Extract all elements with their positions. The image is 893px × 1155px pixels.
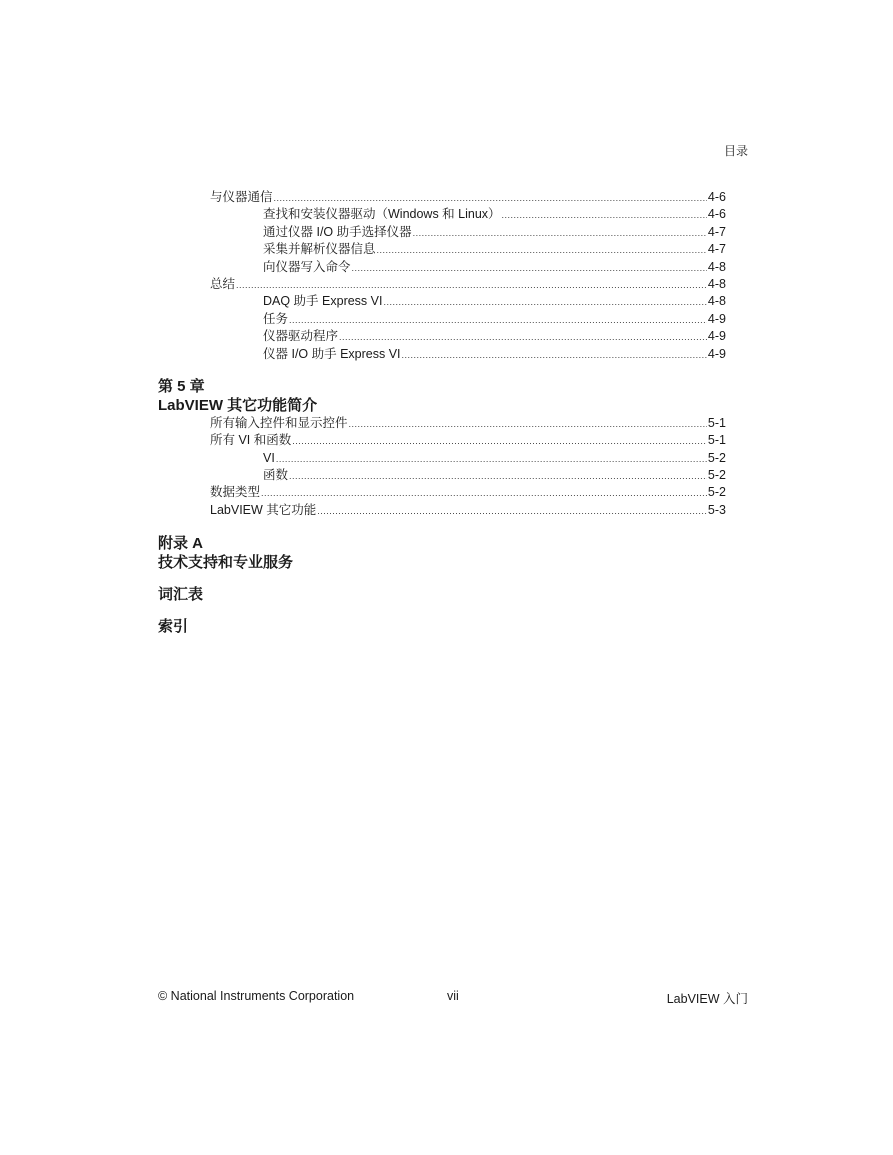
toc-entry-label: 仪器 I/O 助手 Express VI bbox=[263, 346, 401, 361]
toc-entry-label: 任务 bbox=[263, 311, 289, 326]
toc-entry[interactable] bbox=[158, 415, 726, 432]
toc-entry-page: 4-6 bbox=[707, 190, 726, 204]
toc-index-section bbox=[158, 617, 726, 636]
toc-entry-label: 采集并解析仪器信息 bbox=[263, 242, 376, 257]
toc-entry[interactable] bbox=[158, 450, 726, 467]
toc-entry-page: 4-7 bbox=[707, 242, 726, 257]
dot-leader bbox=[339, 329, 707, 346]
toc-entry-label: LabVIEW 其它功能 bbox=[210, 502, 317, 517]
toc-entry-page: 4-8 bbox=[707, 276, 726, 291]
toc-chapter4-section bbox=[158, 189, 726, 363]
toc-appendix-a-section bbox=[158, 534, 726, 572]
index-title[interactable]: 索引 bbox=[158, 618, 189, 636]
toc-entry-label: DAQ 助手 Express VI bbox=[263, 294, 383, 309]
glossary-title[interactable]: 词汇表 bbox=[158, 586, 204, 604]
toc-entry[interactable] bbox=[158, 189, 726, 206]
toc-entry-page: 5-2 bbox=[707, 468, 726, 483]
toc-entry[interactable] bbox=[158, 467, 726, 484]
toc-entry-page: 5-2 bbox=[707, 485, 726, 500]
dot-leader bbox=[352, 260, 707, 277]
dot-leader bbox=[289, 468, 707, 485]
toc-entry-page: 5-1 bbox=[707, 433, 726, 448]
toc-entry-page: 4-9 bbox=[707, 311, 726, 326]
toc-entry-label: 总结 bbox=[210, 276, 236, 291]
toc-entry-label: 所有输入控件和显示控件 bbox=[210, 415, 348, 430]
toc-entry-label: 仪器驱动程序 bbox=[263, 329, 339, 344]
table-of-contents bbox=[158, 189, 726, 636]
toc-entry-page: 4-9 bbox=[707, 329, 726, 344]
toc-entry[interactable] bbox=[158, 241, 726, 258]
toc-entry-label: VI bbox=[263, 450, 275, 465]
dot-leader bbox=[383, 294, 706, 311]
footer-doc-title: LabVIEW 入门 bbox=[666, 992, 748, 1006]
dot-leader bbox=[289, 312, 707, 329]
toc-entry-label: 函数 bbox=[263, 468, 289, 483]
dot-leader bbox=[274, 190, 707, 207]
toc-entry[interactable] bbox=[158, 224, 726, 241]
toc-entry[interactable] bbox=[158, 346, 726, 363]
toc-entry-page: 4-8 bbox=[707, 294, 726, 309]
toc-entry[interactable] bbox=[158, 311, 726, 328]
toc-entry[interactable] bbox=[158, 259, 726, 276]
toc-entry-page: 5-2 bbox=[707, 450, 726, 465]
toc-entry[interactable] bbox=[158, 293, 726, 310]
toc-entry-label: 数据类型 bbox=[210, 485, 261, 500]
toc-entry-page: 5-1 bbox=[707, 415, 726, 430]
toc-entry[interactable] bbox=[158, 484, 726, 501]
footer-page-number: vii bbox=[447, 989, 459, 1003]
chapter5-number[interactable]: 第 5 章 bbox=[158, 377, 205, 395]
dot-leader bbox=[502, 207, 707, 224]
toc-entry-label: 查找和安装仪器驱动（Windows 和 Linux） bbox=[263, 207, 501, 222]
chapter5-title[interactable]: LabVIEW 其它功能简介 bbox=[158, 396, 318, 414]
toc-entry-page: 4-8 bbox=[707, 259, 726, 274]
appendix-a-title[interactable]: 技术支持和专业服务 bbox=[158, 554, 294, 572]
toc-entry-page: 4-9 bbox=[707, 346, 726, 361]
dot-leader bbox=[292, 433, 707, 450]
toc-entry[interactable] bbox=[158, 432, 726, 449]
toc-chapter5-section bbox=[158, 377, 726, 519]
toc-entry-label: 与仪器通信 bbox=[210, 190, 273, 204]
footer-copyright: © National Instruments Corporation bbox=[158, 989, 355, 1003]
toc-entry-page: 4-7 bbox=[707, 224, 726, 239]
dot-leader bbox=[276, 451, 707, 468]
appendix-a-number[interactable]: 附录 A bbox=[158, 535, 204, 553]
toc-entry[interactable] bbox=[158, 328, 726, 345]
toc-entry-label: 向仪器写入命令 bbox=[263, 259, 351, 274]
toc-entry[interactable] bbox=[158, 276, 726, 293]
dot-leader bbox=[413, 225, 707, 242]
dot-leader bbox=[349, 416, 707, 433]
dot-leader bbox=[317, 503, 707, 520]
toc-entry[interactable] bbox=[158, 502, 726, 519]
dot-leader bbox=[236, 277, 707, 294]
dot-leader bbox=[261, 485, 707, 502]
toc-entry-page: 4-6 bbox=[707, 207, 726, 222]
toc-entry[interactable] bbox=[158, 206, 726, 223]
toc-entry-label: 所有 VI 和函数 bbox=[210, 433, 292, 448]
running-header: 目录 bbox=[723, 144, 748, 158]
chapter5-entries bbox=[158, 415, 726, 519]
dot-leader bbox=[377, 242, 707, 259]
toc-entry-label: 通过仪器 I/O 助手选择仪器 bbox=[263, 224, 412, 239]
toc-glossary-section bbox=[158, 585, 726, 604]
dot-leader bbox=[402, 347, 707, 364]
toc-entry-page: 5-3 bbox=[707, 502, 726, 517]
